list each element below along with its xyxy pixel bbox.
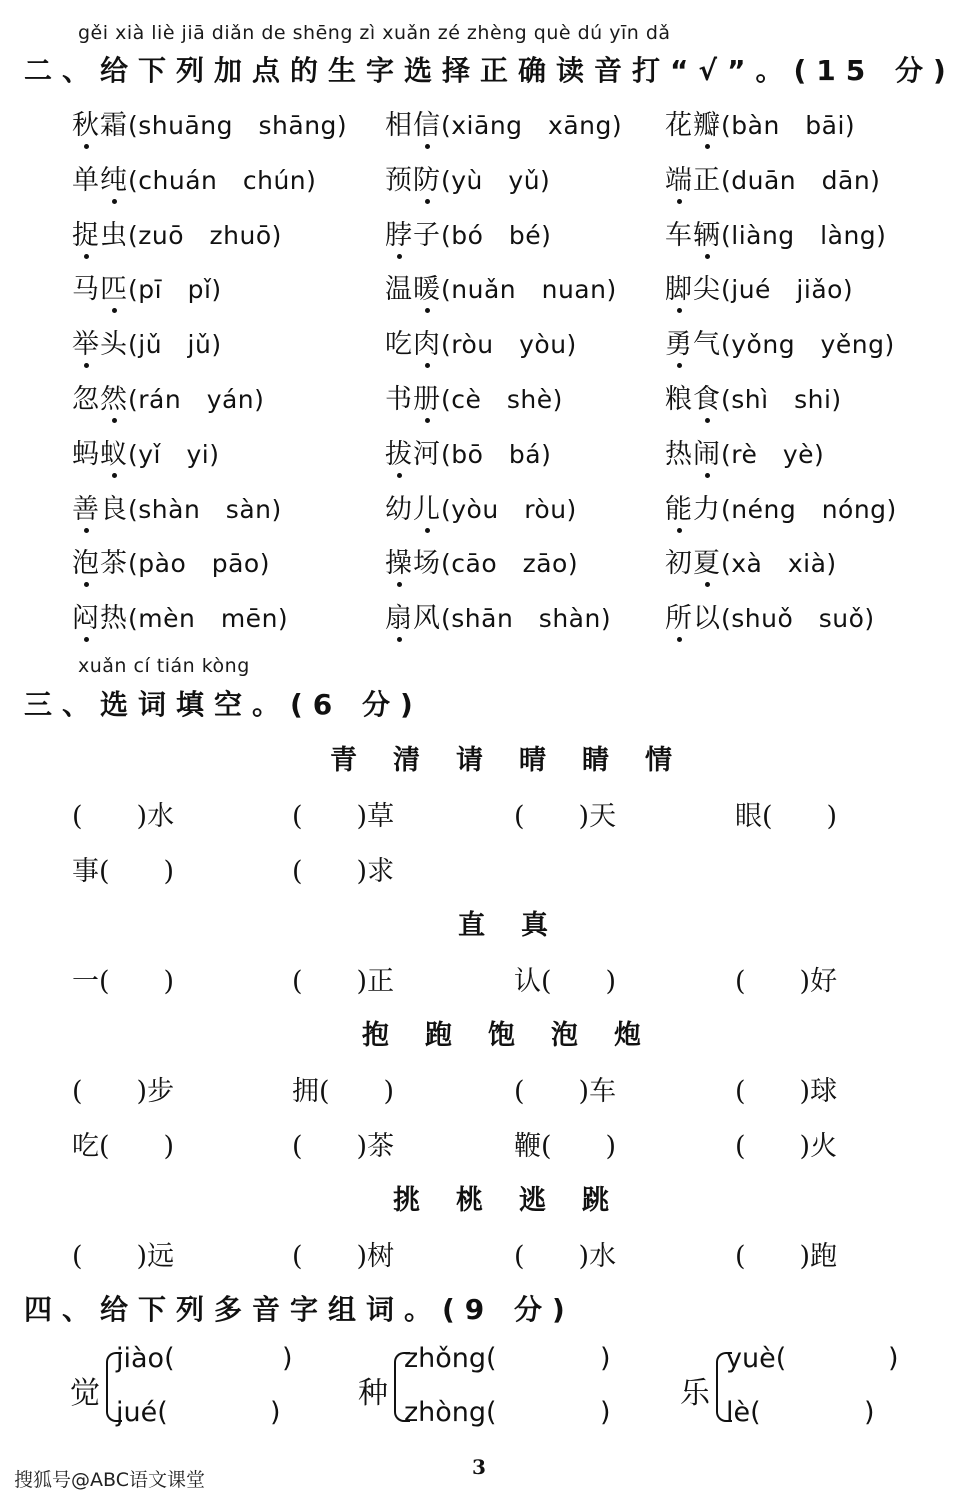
polyphone-char-le: 乐	[680, 1376, 710, 1411]
item-word: 所以	[665, 603, 721, 634]
dotted-char: 匹	[100, 267, 128, 306]
pinyin-choice-item[interactable]	[665, 103, 855, 142]
blank-matter[interactable]: 事( )	[72, 856, 175, 887]
section2-title: 二、给下列加点的生字选择正确读音打“√”。(15 分)	[24, 54, 956, 87]
dotted-char: 举	[72, 322, 100, 361]
item-options[interactable]: (zuō zhuō)	[128, 220, 282, 250]
pinyin-choice-item[interactable]	[72, 158, 316, 197]
dotted-char: 信	[413, 103, 441, 142]
section4-title: 四、给下列多音字组词。(9 分)	[24, 1293, 575, 1326]
dotted-char: 闹	[693, 432, 721, 471]
item-options[interactable]: (nuǎn nuan)	[441, 275, 617, 305]
pinyin-choice-item[interactable]	[385, 103, 622, 142]
blank-shu[interactable]: ( )树	[292, 1241, 395, 1272]
section2-pinyin: gěi xià liè jiā diǎn de shēng zì xuǎn zé zhèng què dú yīn dǎ	[78, 22, 671, 44]
pinyin-choice-item[interactable]	[385, 377, 563, 416]
item-word: 蚂蚁	[72, 439, 128, 470]
item-options[interactable]: (shàn sàn)	[128, 494, 282, 524]
dotted-char: 蚁	[100, 432, 128, 471]
pinyin-choice-item[interactable]	[665, 322, 895, 361]
dotted-char: 儿	[413, 487, 441, 526]
pinyin-choice-item[interactable]	[72, 267, 222, 306]
item-word: 温暖	[385, 274, 441, 305]
item-word: 善良	[72, 494, 128, 525]
pinyin-choice-item[interactable]	[665, 432, 824, 471]
item-options[interactable]: (shuǒ suǒ)	[721, 604, 875, 634]
item-options[interactable]: (duān dān)	[721, 165, 881, 195]
dotted-char: 辆	[693, 213, 721, 252]
pinyin-choice-item[interactable]	[72, 541, 270, 580]
blank-huo[interactable]: ( )火	[735, 1131, 838, 1162]
item-options[interactable]: (xà xià)	[721, 549, 837, 579]
pinyin-choice-item[interactable]	[665, 541, 837, 580]
blank-yong[interactable]: 拥( )	[292, 1076, 395, 1107]
blank-bu[interactable]: ( )步	[72, 1076, 175, 1107]
pinyin-choice-item[interactable]	[72, 432, 220, 471]
dotted-char: 扇	[385, 596, 413, 635]
reading-yue: yuè(	[726, 1343, 787, 1374]
pinyin-choice-item[interactable]	[72, 377, 264, 416]
item-word: 书册	[385, 384, 441, 415]
blank-pao[interactable]: ( )跑	[735, 1241, 838, 1272]
dotted-char: 勇	[665, 322, 693, 361]
group1-chars: 青清请晴睛情	[330, 745, 708, 776]
pinyin-choice-item[interactable]	[385, 596, 611, 635]
item-options[interactable]: (bàn bāi)	[721, 111, 856, 140]
item-options[interactable]: (pī pǐ)	[128, 275, 222, 305]
item-word: 泡茶	[72, 548, 128, 579]
blank-request[interactable]: ( )求	[292, 856, 395, 887]
item-word: 拔河	[385, 439, 441, 470]
dotted-char: 捉	[72, 213, 100, 252]
item-word: 吃肉	[385, 329, 441, 360]
blank-cha[interactable]: ( )茶	[292, 1131, 395, 1162]
item-word: 热闹	[665, 439, 721, 470]
item-word: 扇风	[385, 603, 441, 634]
reading-jiao: jiào(	[116, 1343, 175, 1374]
item-options[interactable]: (néng nóng)	[721, 494, 897, 524]
dotted-char: 册	[413, 377, 441, 416]
item-options[interactable]: (rè yè)	[721, 439, 825, 469]
item-word: 端正	[665, 165, 721, 196]
item-word: 车辆	[665, 220, 721, 251]
dotted-char: 泡	[72, 541, 100, 580]
item-options[interactable]: (ròu yòu)	[441, 330, 577, 360]
item-word: 操场	[385, 548, 441, 579]
dotted-char: 脖	[385, 213, 413, 252]
item-options[interactable]: (shuāng shāng)	[128, 111, 348, 140]
item-options[interactable]: (cè shè)	[441, 385, 563, 414]
item-options[interactable]: (jué jiǎo)	[721, 275, 854, 305]
dotted-char: 拔	[385, 432, 413, 471]
dotted-char: 夏	[693, 541, 721, 580]
dotted-char: 所	[665, 596, 693, 635]
pinyin-choice-item[interactable]	[385, 267, 617, 306]
item-options[interactable]: (xiāng xāng)	[441, 111, 623, 140]
group2-chars: 直真	[458, 910, 584, 941]
pinyin-choice-item[interactable]	[72, 322, 222, 361]
dotted-char: 脚	[665, 267, 693, 306]
close-paren: )	[864, 1397, 875, 1428]
item-word: 预防	[385, 165, 441, 196]
item-options[interactable]: (rán yán)	[128, 385, 265, 414]
item-options[interactable]: (shān shàn)	[441, 604, 612, 634]
dotted-char: 然	[100, 377, 128, 416]
item-word: 单纯	[72, 165, 128, 196]
dotted-char: 食	[693, 377, 721, 416]
pinyin-choice-item[interactable]	[665, 213, 886, 252]
item-word: 能力	[665, 494, 721, 525]
pinyin-choice-item[interactable]	[72, 213, 282, 252]
close-paren: )	[600, 1343, 611, 1374]
item-word: 举头	[72, 329, 128, 360]
reading-le: lè(	[726, 1397, 761, 1428]
close-paren: )	[282, 1343, 293, 1374]
blank-water-1[interactable]: ( )水	[72, 801, 175, 832]
item-word: 花瓣	[665, 110, 721, 141]
item-options[interactable]: (bō bá)	[441, 439, 552, 469]
pinyin-choice-item[interactable]	[385, 541, 578, 580]
item-options[interactable]: (cāo zāo)	[441, 549, 579, 579]
item-options[interactable]: (liàng làng)	[721, 220, 887, 250]
blank-yuan[interactable]: ( )远	[72, 1241, 175, 1272]
item-options[interactable]: (yǐ yi)	[128, 439, 220, 469]
dotted-char: 纯	[100, 158, 128, 197]
polyphone-char-jue: 觉	[70, 1376, 100, 1411]
close-paren: )	[600, 1397, 611, 1428]
dotted-char: 瓣	[693, 103, 721, 142]
item-options[interactable]: (yù yǔ)	[441, 165, 551, 195]
close-paren: )	[888, 1343, 899, 1374]
pinyin-choice-item[interactable]	[385, 487, 577, 526]
dotted-char: 善	[72, 487, 100, 526]
item-word: 捉虫	[72, 220, 128, 251]
group4-chars: 挑桃逃跳	[393, 1185, 645, 1216]
item-word: 脖子	[385, 220, 441, 251]
item-word: 马匹	[72, 274, 128, 305]
pinyin-choice-item[interactable]	[385, 432, 551, 471]
pinyin-choice-item[interactable]	[385, 213, 551, 252]
blank-che[interactable]: ( )车	[514, 1076, 617, 1107]
item-word: 幼儿	[385, 494, 441, 525]
blank-shui[interactable]: ( )水	[514, 1241, 617, 1272]
pinyin-choice-item[interactable]	[665, 487, 897, 526]
item-options[interactable]: (yòu ròu)	[441, 494, 577, 524]
item-options[interactable]: (chuán chún)	[128, 165, 317, 195]
blank-hao[interactable]: ( )好	[735, 966, 838, 997]
section3-pinyin: xuǎn cí tián kòng	[78, 655, 250, 677]
close-paren: )	[270, 1397, 281, 1428]
item-options[interactable]: (jǔ jǔ)	[128, 330, 222, 360]
item-word: 闷热	[72, 603, 128, 634]
item-word: 粮食	[665, 384, 721, 415]
pinyin-choice-item[interactable]	[72, 596, 288, 635]
dotted-char: 端	[665, 158, 693, 197]
blank-bian[interactable]: 鞭( )	[514, 1131, 617, 1162]
blank-eye[interactable]: 眼( )	[735, 801, 838, 832]
blank-zheng[interactable]: ( )正	[292, 966, 395, 997]
pinyin-choice-item[interactable]	[385, 158, 550, 197]
page-number: 3	[472, 1455, 486, 1479]
dotted-char: 秋	[72, 103, 100, 142]
reading-zhong4: zhòng(	[404, 1397, 497, 1428]
dotted-char: 闷	[72, 596, 100, 635]
item-options[interactable]: (shì shi)	[721, 385, 842, 414]
blank-grass[interactable]: ( )草	[292, 801, 395, 832]
pinyin-choice-item[interactable]	[665, 596, 875, 635]
blank-chi[interactable]: 吃( )	[72, 1131, 175, 1162]
pinyin-choice-item[interactable]	[385, 322, 577, 361]
pinyin-choice-item[interactable]	[665, 267, 853, 306]
dotted-char: 能	[665, 487, 693, 526]
item-word: 相信	[385, 110, 441, 141]
pinyin-choice-item[interactable]	[72, 487, 282, 526]
pinyin-choice-item[interactable]	[665, 158, 880, 197]
item-word: 勇气	[665, 329, 721, 360]
item-word: 脚尖	[665, 274, 721, 305]
item-word: 忽然	[72, 384, 128, 415]
reading-zhong3: zhǒng(	[404, 1343, 497, 1374]
dotted-char: 防	[413, 158, 441, 197]
pinyin-choice-item[interactable]	[72, 103, 347, 142]
item-word: 初夏	[665, 548, 721, 579]
item-options[interactable]: (mèn mēn)	[128, 604, 289, 634]
item-word: 秋霜	[72, 110, 128, 141]
blank-sky[interactable]: ( )天	[514, 801, 617, 832]
dotted-char: 操	[385, 541, 413, 580]
dotted-char: 肉	[413, 322, 441, 361]
blank-qiu[interactable]: ( )球	[735, 1076, 838, 1107]
item-options[interactable]: (pào pāo)	[128, 549, 270, 579]
item-options[interactable]: (bó bé)	[441, 220, 552, 250]
polyphone-char-zhong: 种	[358, 1376, 388, 1411]
watermark: 搜狐号@ABC语文课堂	[14, 1469, 205, 1491]
item-options[interactable]: (yǒng yěng)	[721, 330, 895, 360]
pinyin-choice-item[interactable]	[665, 377, 842, 416]
reading-jue: jué(	[116, 1397, 168, 1428]
dotted-char: 暖	[413, 267, 441, 306]
blank-ren[interactable]: 认( )	[514, 966, 617, 997]
group3-chars: 抱跑饱泡炮	[362, 1020, 677, 1051]
section3-title: 三、选词填空。(6 分)	[24, 688, 423, 721]
blank-yi[interactable]: 一( )	[72, 966, 175, 997]
